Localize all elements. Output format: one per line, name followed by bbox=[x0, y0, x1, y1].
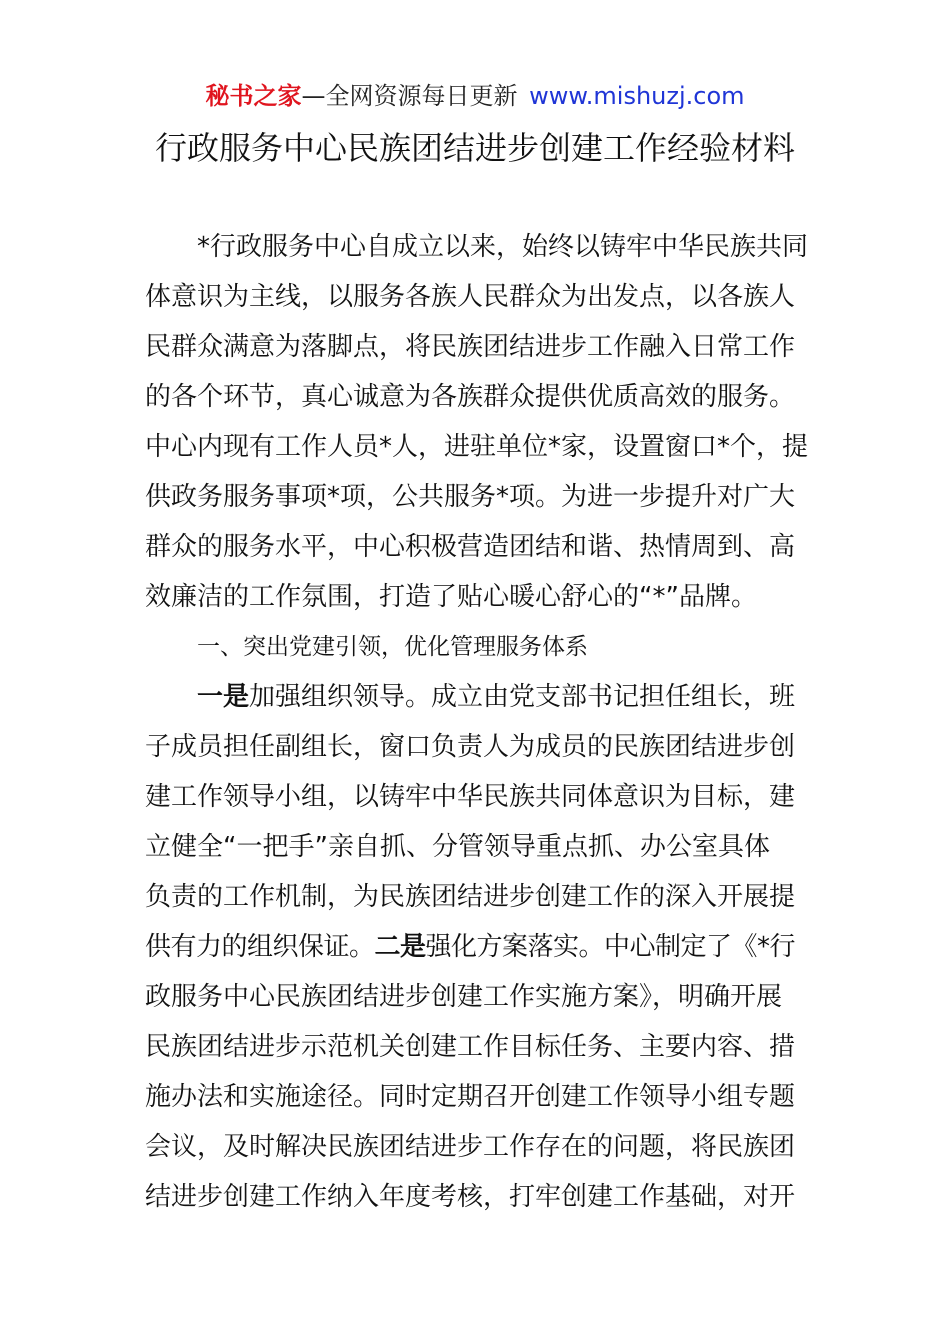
paragraph-2-line-2: 子成员担任副组长，窗口负责人为成员的民族团结进步创 bbox=[145, 732, 796, 762]
paragraph-2-line-3: 建工作领导小组，以铸牢中华民族共同体意识为目标，建 bbox=[145, 782, 796, 812]
paragraph-2-line-1-text: 加强组织领导。成立由党支部书记担任组长，班 bbox=[249, 682, 796, 712]
paragraph-1-line-2: 体意识为主线，以服务各族人民群众为出发点，以各族人 bbox=[145, 282, 796, 312]
paragraph-1-line-3: 民群众满意为落脚点，将民族团结进步工作融入日常工作 bbox=[145, 332, 796, 362]
paragraph-2-line-5: 负责的工作机制，为民族团结进步创建工作的深入开展提 bbox=[145, 882, 796, 912]
paragraph-2-line-9: 施办法和实施途径。同时定期召开创建工作领导小组专题 bbox=[145, 1082, 796, 1112]
site-header bbox=[0, 80, 950, 112]
paragraph-2-line-4: 立健全“一把手”亲自抓、分管领导重点抓、办公室具体 bbox=[145, 832, 770, 862]
paragraph-2-line-7: 政服务中心民族团结进步创建工作实施方案》，明确开展 bbox=[145, 982, 783, 1012]
lead-label-1: 一是 bbox=[197, 682, 250, 712]
paragraph-1-line-4: 的各个环节，真心诚意为各族群众提供优质高效的服务。 bbox=[145, 382, 796, 412]
paragraph-1-line-6: 供政务服务事项*项，公共服务*项。为进一步提升对广大 bbox=[145, 482, 796, 512]
paragraph-2-line-6-b: 强化方案落实。中心制定了《*行 bbox=[425, 932, 796, 962]
site-url-link[interactable]: www.mishuzj.com bbox=[529, 82, 745, 110]
paragraph-2-line-8: 民族团结进步示范机关创建工作目标任务、主要内容、措 bbox=[145, 1032, 796, 1062]
lead-label-2: 二是 bbox=[374, 932, 426, 962]
section-heading-1: 一、突出党建引领，优化管理服务体系 bbox=[197, 634, 588, 660]
paragraph-2-line-10: 会议，及时解决民族团结进步工作存在的问题，将民族团 bbox=[145, 1132, 796, 1162]
paragraph-1-line-8: 效廉洁的工作氛围，打造了贴心暖心舒心的“*”品牌。 bbox=[145, 582, 757, 612]
paragraph-1-line-1: *行政服务中心自成立以来，始终以铸牢中华民族共同 bbox=[197, 232, 809, 262]
paragraph-2-line-11: 结进步创建工作纳入年度考核，打牢创建工作基础，对开 bbox=[145, 1182, 796, 1212]
paragraph-2-line-6 bbox=[145, 922, 810, 972]
paragraph-2-line-6-a: 供有力的组织保证。 bbox=[145, 932, 375, 962]
brand-name: 秘书之家 bbox=[205, 82, 302, 110]
paragraph-1-line-7: 群众的服务水平，中心积极营造团结和谐、热情周到、高 bbox=[145, 532, 796, 562]
paragraph-2-line-1 bbox=[145, 672, 810, 722]
site-slogan: —全网资源每日更新 bbox=[301, 82, 518, 110]
document-title: 行政服务中心民族团结进步创建工作经验材料 bbox=[154, 129, 795, 167]
paragraph-1-line-5: 中心内现有工作人员*人，进驻单位*家，设置窗口*个，提 bbox=[145, 432, 809, 462]
document-body bbox=[145, 222, 810, 1222]
